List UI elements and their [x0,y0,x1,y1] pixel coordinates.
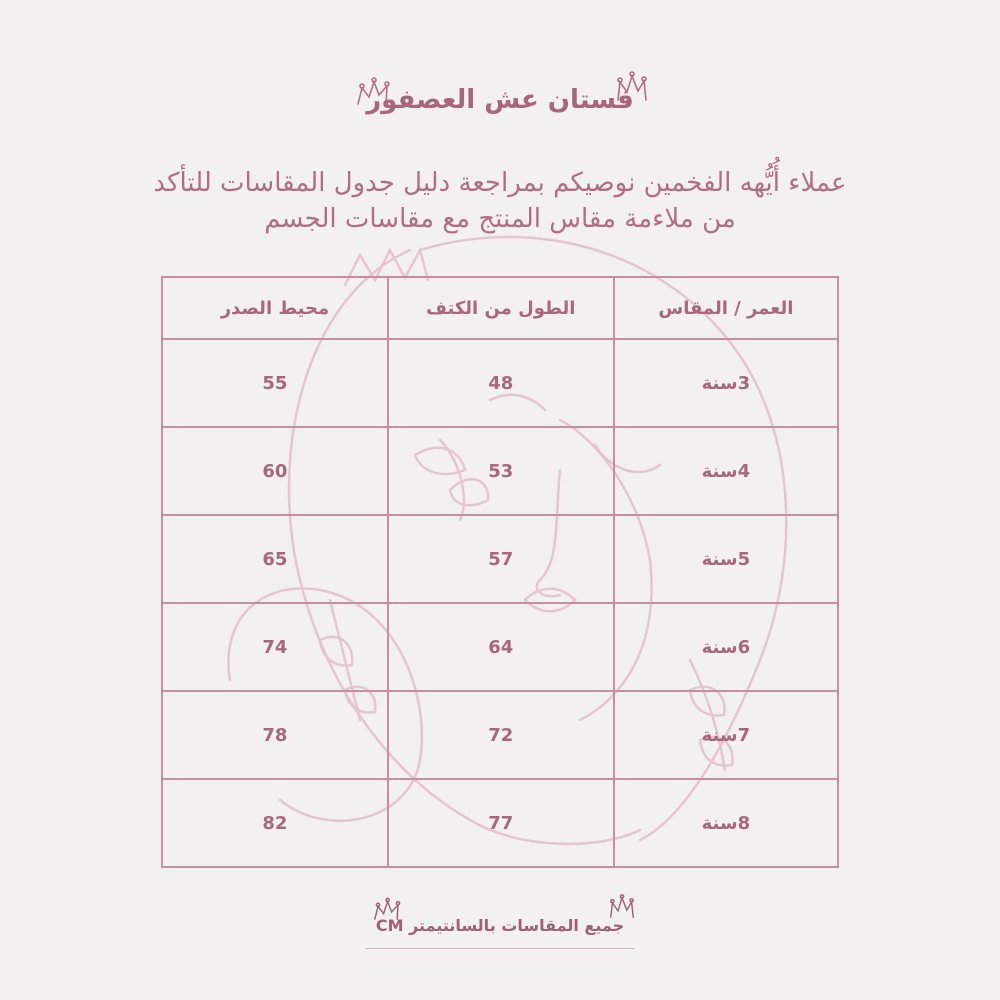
table-row [162,779,838,867]
cell-length: 48 [388,339,614,427]
cell-chest: 74 [162,603,388,691]
table-row [162,603,838,691]
column-header-chest: محيط الصدر [162,277,388,339]
column-header-length: الطول من الكتف [388,277,614,339]
page-title: فستان عش العصفور [366,85,634,115]
cell-age: 8سنة [614,779,838,867]
cell-age: 7سنة [614,691,838,779]
cell-chest: 65 [162,515,388,603]
table-header-row [162,277,838,339]
table-row [162,427,838,515]
cell-age: 4سنة [614,427,838,515]
cell-chest: 60 [162,427,388,515]
cell-chest: 55 [162,339,388,427]
cell-length: 57 [388,515,614,603]
cell-age: 5سنة [614,515,838,603]
title-wrap [0,70,1000,130]
size-chart-table [161,276,839,868]
cell-length: 72 [388,691,614,779]
cell-age: 3سنة [614,339,838,427]
table-row [162,339,838,427]
cell-chest: 78 [162,691,388,779]
table-row [162,515,838,603]
cell-age: 6سنة [614,603,838,691]
cell-length: 77 [388,779,614,867]
units-note: جميع المقاسات بالسانتيمتر CM [375,915,625,935]
cell-length: 53 [388,427,614,515]
table-row [162,691,838,779]
cell-length: 64 [388,603,614,691]
cell-chest: 82 [162,779,388,867]
footer-divider [365,948,635,949]
column-header-age: العمر / المقاس [614,277,838,339]
page-subtitle: عملاء أُيُّهه الفخمين نوصيكم بمراجعة دليل جدول المقاسات للتأكد من ملاءمة مقاس المنتج مع مقاسات الجسم [153,168,847,234]
footer-wrap [0,900,1000,950]
